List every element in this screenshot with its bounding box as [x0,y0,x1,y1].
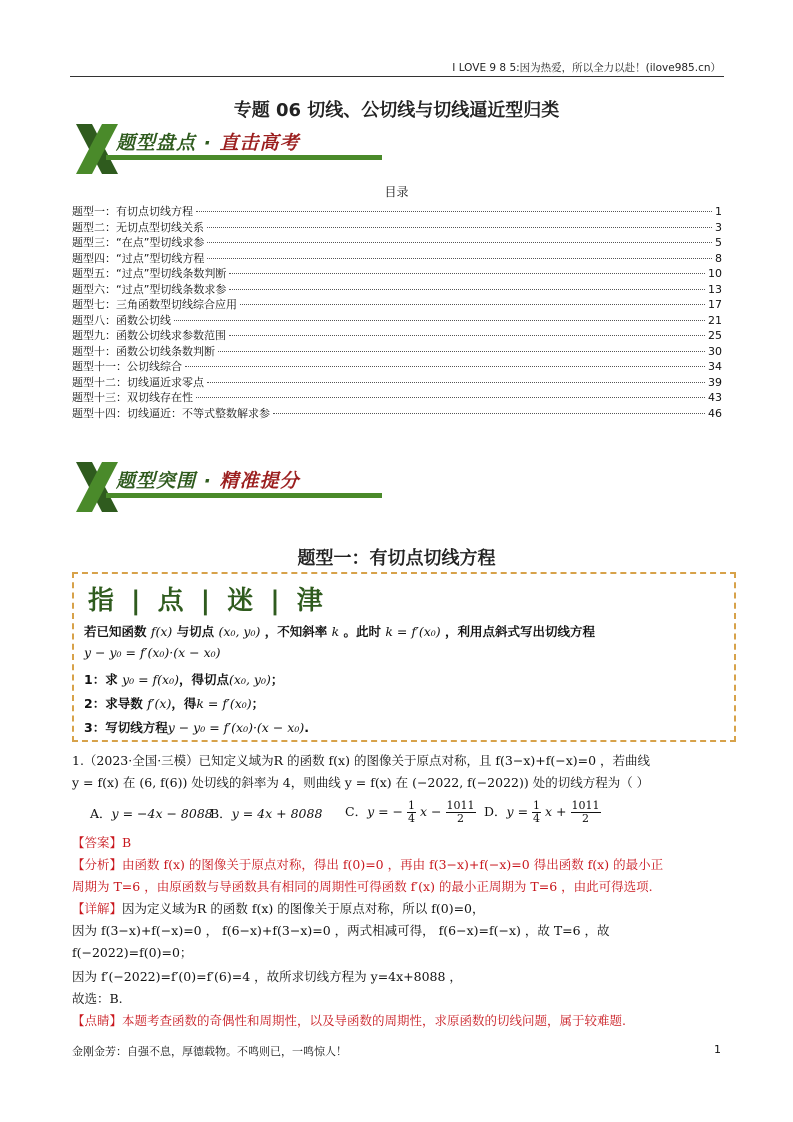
toc-item-label: 题型五：“过点”型切线条数判断 [72,267,227,280]
header-divider [70,76,724,77]
detail-line-1: 【详解】因为定义域为R 的函数 f(x) 的图像关于原点对称，所以 f(0)=0， [72,901,485,916]
toc-item-label: 题型一：有切点切线方程 [72,205,193,218]
toc-item-page: 43 [708,391,722,404]
toc-leader-dots [174,320,705,321]
toc-item[interactable] [72,405,722,421]
tip-step-2: 2：求导数 f′(x)，得k = f′(x₀)； [84,696,265,711]
toc-item-page: 5 [715,236,722,249]
header-site-text: I LOVE 9 8 5:因为热爱，所以全力以赴！(ilove985.cn） [452,62,721,74]
toc-item[interactable] [72,312,722,328]
toc-item[interactable] [72,234,722,250]
toc-item-page: 34 [708,360,722,373]
toc-leader-dots [229,273,705,274]
toc-item-page: 3 [715,220,722,234]
toc-item[interactable] [72,203,722,219]
toc-item[interactable] [72,327,722,343]
toc-item-page: 25 [708,329,722,342]
toc-item-label: 题型二：无切点型切线关系 [72,220,204,234]
toc-item[interactable] [72,250,722,266]
toc-item[interactable] [72,265,722,281]
banner-overview [72,122,382,174]
analysis-line-2: 周期为 T=6 ，由原函数与导函数具有相同的周期性可得函数 f′(x) 的最小正周期为 T=6 ，由此可得选项. [72,879,653,894]
toc-item-label: 题型九：函数公切线求参数范围 [72,329,226,342]
tip-box [72,572,736,742]
toc-item[interactable] [72,358,722,374]
toc-item-page: 1 [715,205,722,218]
answer-line: 【答案】B [72,835,132,850]
toc-item[interactable] [72,219,722,235]
option-d: D．y = $\frac{1}{4}$ x + $\frac{1011}{2}$ [484,799,600,825]
option-a: A．y = −4x − 8088 [90,806,213,821]
toc-item-label: 题型七：三角函数型切线综合应用 [72,298,237,311]
tip-step-1: 1：求 y₀ = f(x₀)，得切点(x₀, y₀)； [84,672,284,687]
tip-intro: 若已知函数 f(x) 与切点 (x₀, y₀) ，不知斜率 k 。此时 k = f′(x₀) ，利用点斜式写出切线方程 [84,624,596,639]
toc-leader-dots [207,227,712,228]
toc-item-page: 17 [708,298,722,311]
toc-leader-dots [185,366,705,367]
toc-leader-dots [229,335,705,336]
toc-item[interactable] [72,343,722,359]
toc-item-page: 30 [708,344,722,358]
toc-leader-dots [273,413,705,414]
detail-line-3: f(−2022)=f(0)=0； [72,945,193,960]
toc-item-label: 题型四：“过点”型切线方程 [72,251,205,265]
toc-item-label: 题型十三：双切线存在性 [72,391,193,404]
banner-text: 题型突围 · 精准提分 [116,470,300,492]
question-line-2: y = f(x) 在 (6, f(6)) 处切线的斜率为 4，则曲线 y = f(x) 在 (−2022, f(−2022)) 处的切线方程为（ ） [72,775,650,790]
toc-item-label: 题型十：函数公切线条数判断 [72,344,215,358]
option-b: B．y = 4x + 8088 [210,806,323,821]
detail-line-2: 因为 f(3−x)+f(−x)=0 ， f(6−x)+f(3−x)=0 ，两式相减可得， f(6−x)=f(−x) ，故 T=6 ，故 [72,923,610,938]
toc-item-label: 题型十四：切线逼近：不等式整数解求参 [72,406,270,420]
tip-formula: y − y₀ = f′(x₀)·(x − x₀) [84,645,221,660]
toc-item-page: 46 [708,406,722,420]
toc-leader-dots [207,242,712,243]
toc-item-page: 13 [708,282,722,296]
toc-item[interactable] [72,389,722,405]
toc-leader-dots [207,258,712,259]
toc-item-page: 8 [715,251,722,265]
toc-leader-dots [240,304,705,305]
toc-leader-dots [207,382,705,383]
toc-item-label: 题型六：“过点”型切线条数求参 [72,282,227,296]
toc-leader-dots [218,351,705,352]
question-line-1: 1.（2023·全国·三模）已知定义域为R 的函数 f(x) 的图像关于原点对称，且 f(3−x)+f(−x)=0 ，若曲线 [72,753,651,768]
banner-breakthrough [72,460,382,512]
toc-leader-dots [196,397,705,398]
detail-line-4: 因为 f′(−2022)=f′(0)=f′(6)=4 ，故所求切线方程为 y=4x+8088 ， [72,969,462,984]
toc-item-page: 39 [708,375,722,389]
banner-underline [106,493,382,498]
option-c: C．y = − $\frac{1}{4}$ x − $\frac{1011}{2}$ [345,799,475,825]
section-title: 题型一：有切点切线方程 [297,548,496,569]
question-options [0,800,793,836]
footer-motto: 金刚金芳：自强不息，厚德载物。不鸣则已，一鸣惊人！ [72,1045,347,1058]
toc-leader-dots [196,211,712,212]
tip-step-3: 3：写切线方程y − y₀ = f′(x₀)·(x − x₀). [84,720,309,735]
toc-item-page: 10 [708,267,722,280]
banner-text: 题型盘点 · 直击高考 [116,132,300,154]
tip-heading: 指 | 点 | 迷 | 津 [88,586,327,616]
toc-leader-dots [229,289,705,290]
toc-item[interactable] [72,374,722,390]
analysis-line-1: 【分析】由函数 f(x) 的图像关于原点对称，得出 f(0)=0 ，再由 f(3−x)+f(−x)=0 得出函数 f(x) 的最小正 [72,857,664,872]
toc-item[interactable] [72,281,722,297]
table-of-contents [72,203,722,420]
page-number: 1 [714,1043,721,1056]
detail-line-5: 故选：B. [72,991,123,1006]
toc-item-label: 题型十一：公切线综合 [72,360,182,373]
toc-heading: 目录 [384,185,409,199]
banner-underline [106,155,382,160]
toc-item-label: 题型八：函数公切线 [72,313,171,327]
toc-item-page: 21 [708,313,722,327]
page-title: 专题 06 切线、公切线与切线逼近型归类 [233,100,560,121]
toc-item[interactable] [72,296,722,312]
toc-item-label: 题型十二：切线逼近求零点 [72,375,204,389]
toc-item-label: 题型三：“在点”型切线求参 [72,236,205,249]
comment-line: 【点睛】本题考查函数的奇偶性和周期性，以及导函数的周期性，求原函数的切线问题，属于较难题. [72,1013,626,1028]
